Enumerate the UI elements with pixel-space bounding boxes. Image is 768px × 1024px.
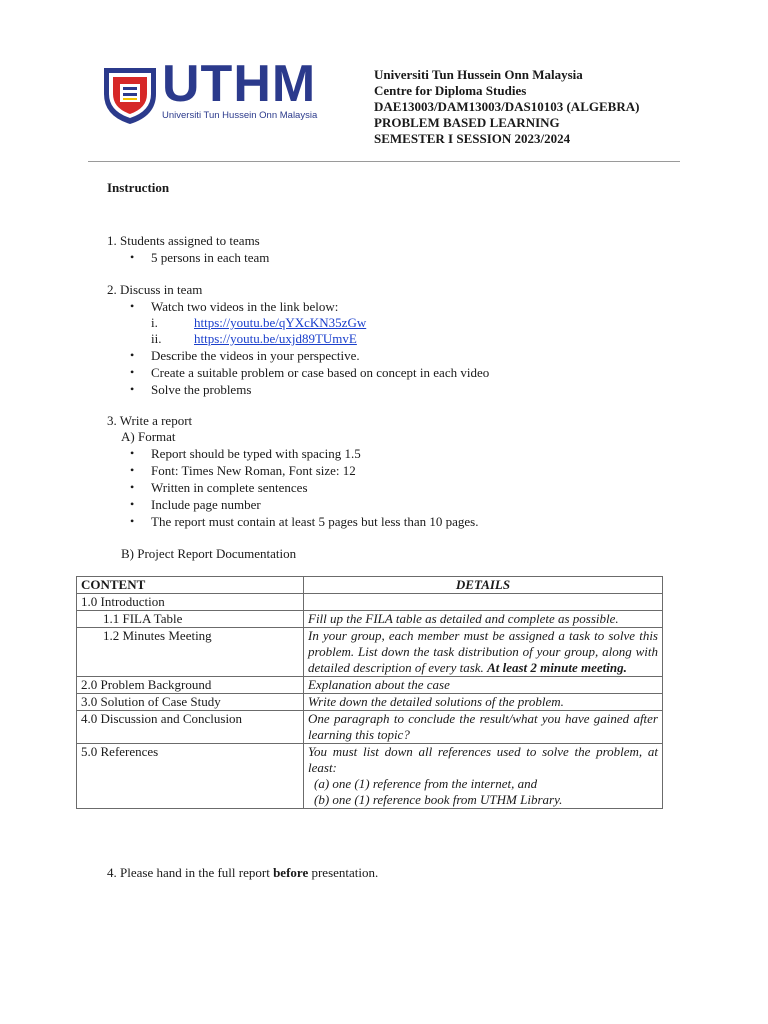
details-bold-text: At least 2 minute meeting. bbox=[487, 660, 627, 675]
header-divider bbox=[88, 161, 680, 162]
list-item: • The report must contain at least 5 pages but less than 10 pages. bbox=[151, 513, 478, 530]
section-3-title: 3. Write a report bbox=[107, 413, 193, 428]
document-header bbox=[374, 67, 639, 147]
table-row bbox=[77, 711, 663, 744]
video-link-2[interactable]: https://youtu.be/uxjd89TUmvE bbox=[194, 331, 357, 346]
list-item: • Report should be typed with spacing 1.5 bbox=[151, 445, 361, 462]
table-row bbox=[77, 677, 663, 694]
list-item: • Solve the problems bbox=[151, 381, 251, 398]
reference-item: (b) one (1) reference book from UTHM Library. bbox=[314, 792, 563, 807]
logo-wordmark: UTHM bbox=[162, 55, 317, 113]
list-item: • 5 persons in each team bbox=[151, 249, 269, 266]
table-header-details: DETAILS bbox=[304, 577, 663, 594]
list-item: • Create a suitable problem or case based on concept in each video bbox=[151, 364, 489, 381]
section-2-title: 2. Discuss in team bbox=[107, 282, 203, 297]
section-4-suffix: presentation. bbox=[308, 865, 379, 880]
table-cell-content: 4.0 Discussion and Conclusion bbox=[77, 711, 304, 744]
video-link-1[interactable]: https://youtu.be/qYXcKN35zGw bbox=[194, 315, 367, 330]
list-item: • Watch two videos in the link below: bbox=[151, 298, 338, 315]
list-item: • Font: Times New Roman, Font size: 12 bbox=[151, 462, 356, 479]
format-title: A) Format bbox=[121, 429, 176, 444]
table-cell-details bbox=[304, 628, 663, 677]
table-cell-content: 5.0 References bbox=[77, 744, 304, 809]
documentation-title: B) Project Report Documentation bbox=[121, 546, 297, 561]
header-course-codes: DAE13003/DAM13003/DAS10103 (ALGEBRA) bbox=[374, 99, 640, 114]
table-cell-details: Write down the detailed solutions of the problem. bbox=[304, 694, 663, 711]
uthm-crest-icon bbox=[100, 64, 160, 126]
header-semester: SEMESTER I SESSION 2023/2024 bbox=[374, 131, 571, 146]
logo-subtext: Universiti Tun Hussein Onn Malaysia bbox=[162, 110, 318, 121]
table-cell-content: 1.0 Introduction bbox=[77, 594, 304, 611]
table-row bbox=[77, 694, 663, 711]
table-row bbox=[77, 594, 663, 611]
table-header-content: CONTENT bbox=[77, 577, 304, 594]
section-4-bold: before bbox=[273, 865, 309, 880]
uthm-logo bbox=[100, 55, 345, 126]
table-cell-content: 3.0 Solution of Case Study bbox=[77, 694, 304, 711]
link-number: i. bbox=[151, 315, 158, 330]
reference-item: (a) one (1) reference from the internet, and bbox=[314, 776, 538, 791]
header-pbl: PROBLEM BASED LEARNING bbox=[374, 115, 560, 130]
report-documentation-table bbox=[76, 576, 663, 809]
table-cell-content: 2.0 Problem Background bbox=[77, 677, 304, 694]
section-1-title: 1. Students assigned to teams bbox=[107, 233, 260, 248]
table-cell-details: One paragraph to conclude the result/what you have gained after learning this topic? bbox=[304, 711, 663, 744]
table-cell-content: 1.1 FILA Table bbox=[77, 611, 304, 628]
list-item: • Written in complete sentences bbox=[151, 479, 308, 496]
section-4-prefix: 4. Please hand in the full report bbox=[107, 865, 274, 880]
table-cell-details bbox=[304, 744, 663, 809]
instruction-title: Instruction bbox=[107, 180, 170, 195]
table-cell-content: 1.2 Minutes Meeting bbox=[77, 628, 304, 677]
table-row bbox=[77, 628, 663, 677]
list-item: • Describe the videos in your perspective. bbox=[151, 347, 360, 364]
table-cell-details: Fill up the FILA table as detailed and complete as possible. bbox=[304, 611, 663, 628]
table-header-row bbox=[77, 577, 663, 594]
link-number: ii. bbox=[151, 331, 162, 346]
header-centre: Centre for Diploma Studies bbox=[374, 83, 527, 98]
details-text: You must list down all references used to solve the problem, at least: bbox=[308, 744, 658, 775]
list-item: • Include page number bbox=[151, 496, 261, 513]
table-row bbox=[77, 744, 663, 809]
section-4-text bbox=[107, 864, 378, 881]
table-row bbox=[77, 611, 663, 628]
details-text: In your group, each member must be assigned a task to solve this problem. List down the task distribution of your group, along with detailed description of every task. bbox=[308, 628, 658, 675]
table-cell-details bbox=[304, 594, 663, 611]
table-cell-details: Explanation about the case bbox=[304, 677, 663, 694]
header-university: Universiti Tun Hussein Onn Malaysia bbox=[374, 67, 583, 82]
